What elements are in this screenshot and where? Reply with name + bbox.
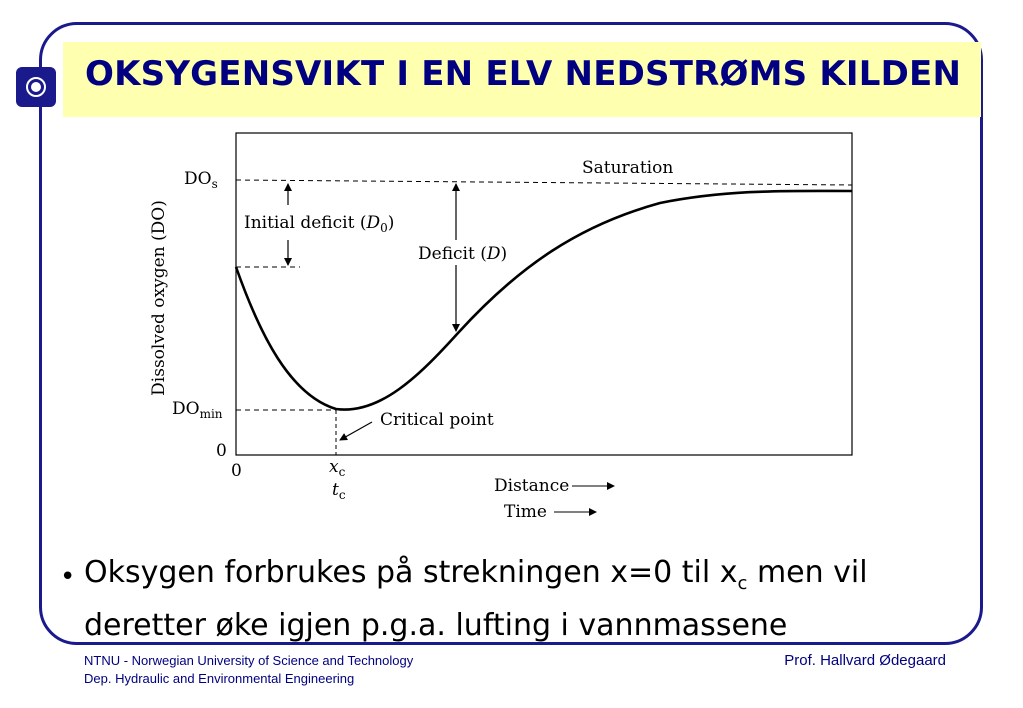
initial-deficit-pre: Initial deficit (: [244, 213, 367, 233]
do-min-main: DO: [172, 399, 200, 419]
do-min-label: [172, 399, 223, 421]
logo-dot: [31, 82, 41, 92]
oxygen-sag-diagram: [140, 125, 880, 535]
do-s-label: [184, 169, 218, 191]
bullet-text: [84, 552, 984, 647]
bullet-dot: •: [60, 562, 76, 592]
xc-sub: c: [338, 465, 346, 479]
saturation-line: [236, 180, 852, 185]
do-min-sub: min: [199, 407, 223, 421]
footer-line2: Dep. Hydraulic and Environmental Engineering: [84, 671, 355, 686]
critical-point-arrow: [340, 422, 372, 440]
bullet-part1: Oksygen forbrukes på strekningen x=0 til x: [84, 555, 738, 590]
initial-deficit-sub: 0: [380, 221, 388, 235]
deficit-post: ): [500, 244, 508, 264]
distance-label: Distance: [494, 476, 570, 496]
slide-title: OKSYGENSVIKT I EN ELV NEDSTRØMS KILDEN: [85, 54, 962, 94]
x-zero-label: 0: [231, 461, 242, 481]
tc-main: t: [332, 480, 339, 500]
deficit-var: D: [486, 244, 501, 264]
y-zero-label: 0: [216, 441, 227, 461]
xc-label: [329, 457, 346, 479]
saturation-label: Saturation: [582, 158, 674, 178]
do-s-main: DO: [184, 169, 212, 189]
footer-author: Prof. Hallvard Ødegaard: [784, 652, 946, 669]
do-s-sub: s: [211, 177, 218, 191]
footer-institution: [84, 652, 413, 688]
initial-deficit-var: D: [366, 213, 381, 233]
footer-line1: NTNU - Norwegian University of Science and Technology: [84, 653, 414, 668]
initial-deficit-post: ): [387, 213, 395, 233]
ntnu-logo-icon: [16, 67, 56, 107]
deficit-label: [418, 244, 507, 264]
critical-point-label: Critical point: [380, 410, 494, 430]
deficit-pre: Deficit (: [418, 244, 487, 264]
xc-main: x: [329, 457, 339, 477]
time-label: Time: [504, 502, 547, 522]
initial-deficit-label: [244, 213, 394, 235]
y-axis-label: Dissolved oxygen (DO): [149, 200, 169, 396]
tc-label: [332, 480, 346, 502]
bullet-part2: men vil deretter øke igjen p.g.a. lufting i vannmassene: [84, 555, 868, 643]
tc-sub: c: [338, 488, 346, 502]
bullet-subscript: c: [737, 573, 748, 594]
